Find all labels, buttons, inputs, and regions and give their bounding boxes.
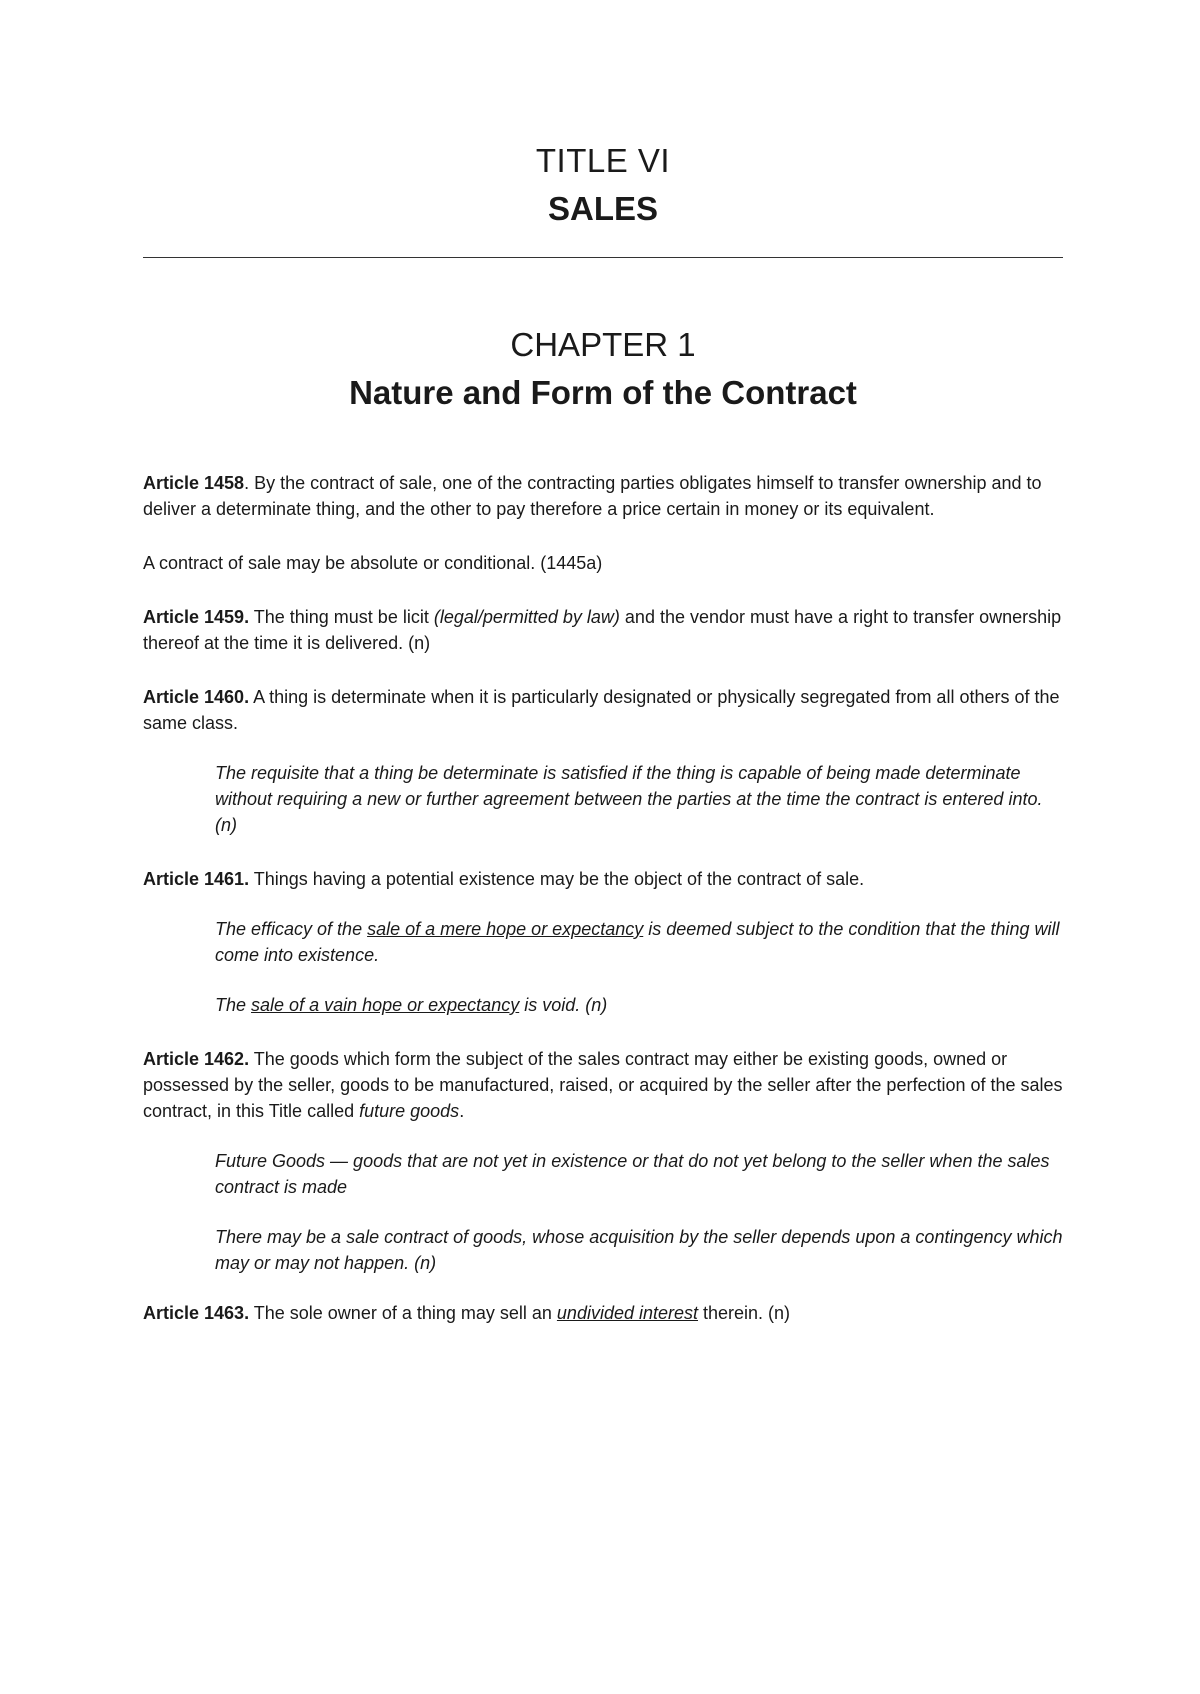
note-text: is void. (n)	[519, 995, 608, 1015]
article-label: Article 1458	[143, 473, 245, 493]
article-1461-note-1	[215, 916, 1063, 968]
article-label: Article 1460.	[143, 687, 250, 707]
article-italic-underlined-text: undivided interest	[556, 1303, 699, 1323]
horizontal-divider	[143, 257, 1063, 258]
note-underlined-text: sale of a mere hope or expectancy	[367, 919, 644, 939]
note-underlined-text: sale of a vain hope or expectancy	[251, 995, 520, 1015]
title-number: TITLE VI	[535, 142, 671, 179]
article-1459	[143, 604, 1063, 656]
article-label: Article 1463.	[143, 1303, 250, 1323]
article-text: A thing is determinate when it is particularly designated or physically segregated from all others of the same class.	[143, 687, 1060, 733]
article-italic-text: future goods	[359, 1101, 460, 1121]
article-text: The sole owner of a thing may sell an	[249, 1303, 557, 1323]
article-text: The thing must be licit	[249, 607, 434, 627]
article-1461-note-2	[215, 992, 1063, 1018]
article-1460	[143, 684, 1063, 736]
article-text: The goods which form the subject of the sales contract may either be existing goods, owned or possessed by the seller, goods to be manufactured, raised, or acquired by the seller after the perfection of the sales contract, in this Title called	[143, 1049, 1063, 1121]
chapter-title: Nature and Form of the Contract	[349, 374, 857, 411]
article-text: and the vendor must have a right to transfer ownership thereof at the time it is delivered. (n)	[143, 607, 1062, 653]
note-text: The	[215, 995, 252, 1015]
note-text: is deemed subject to the condition that the thing will come into existence.	[215, 919, 1060, 965]
article-1462-note-2: There may be a sale contract of goods, whose acquisition by the seller depends upon a contingency which may or may not happen. (n)	[215, 1227, 1063, 1273]
article-1458	[143, 470, 1063, 522]
article-1462	[143, 1046, 1063, 1124]
title-name: SALES	[547, 190, 659, 227]
article-text: therein. (n)	[698, 1303, 791, 1323]
article-text: Things having a potential existence may be the object of the contract of sale.	[249, 869, 865, 889]
article-1462-note-1: Future Goods — goods that are not yet in existence or that do not yet belong to the seller when the sales contract is made	[215, 1151, 1050, 1197]
article-text: . By the contract of sale, one of the contracting parties obligates himself to transfer ownership and to deliver a determinate thing, and the other to pay therefore a price certain in money or its equivalent.	[143, 473, 1042, 519]
article-label: Article 1459.	[143, 607, 250, 627]
article-label: Article 1461.	[143, 869, 250, 889]
article-text: .	[459, 1101, 465, 1121]
chapter-number: CHAPTER 1	[510, 326, 696, 363]
article-1460-note: The requisite that a thing be determinate is satisfied if the thing is capable of being made determinate without requiring a new or further agreement between the parties at the time the contract is entered into. (n)	[215, 763, 1043, 835]
article-1461	[143, 866, 1063, 892]
document-body	[143, 470, 1063, 1354]
article-1458-paragraph: A contract of sale may be absolute or conditional. (1445a)	[143, 553, 603, 573]
article-label: Article 1462.	[143, 1049, 250, 1069]
article-italic-text: (legal/permitted by law)	[433, 607, 620, 627]
article-1463	[143, 1300, 1063, 1326]
note-text: The efficacy of the	[215, 919, 368, 939]
